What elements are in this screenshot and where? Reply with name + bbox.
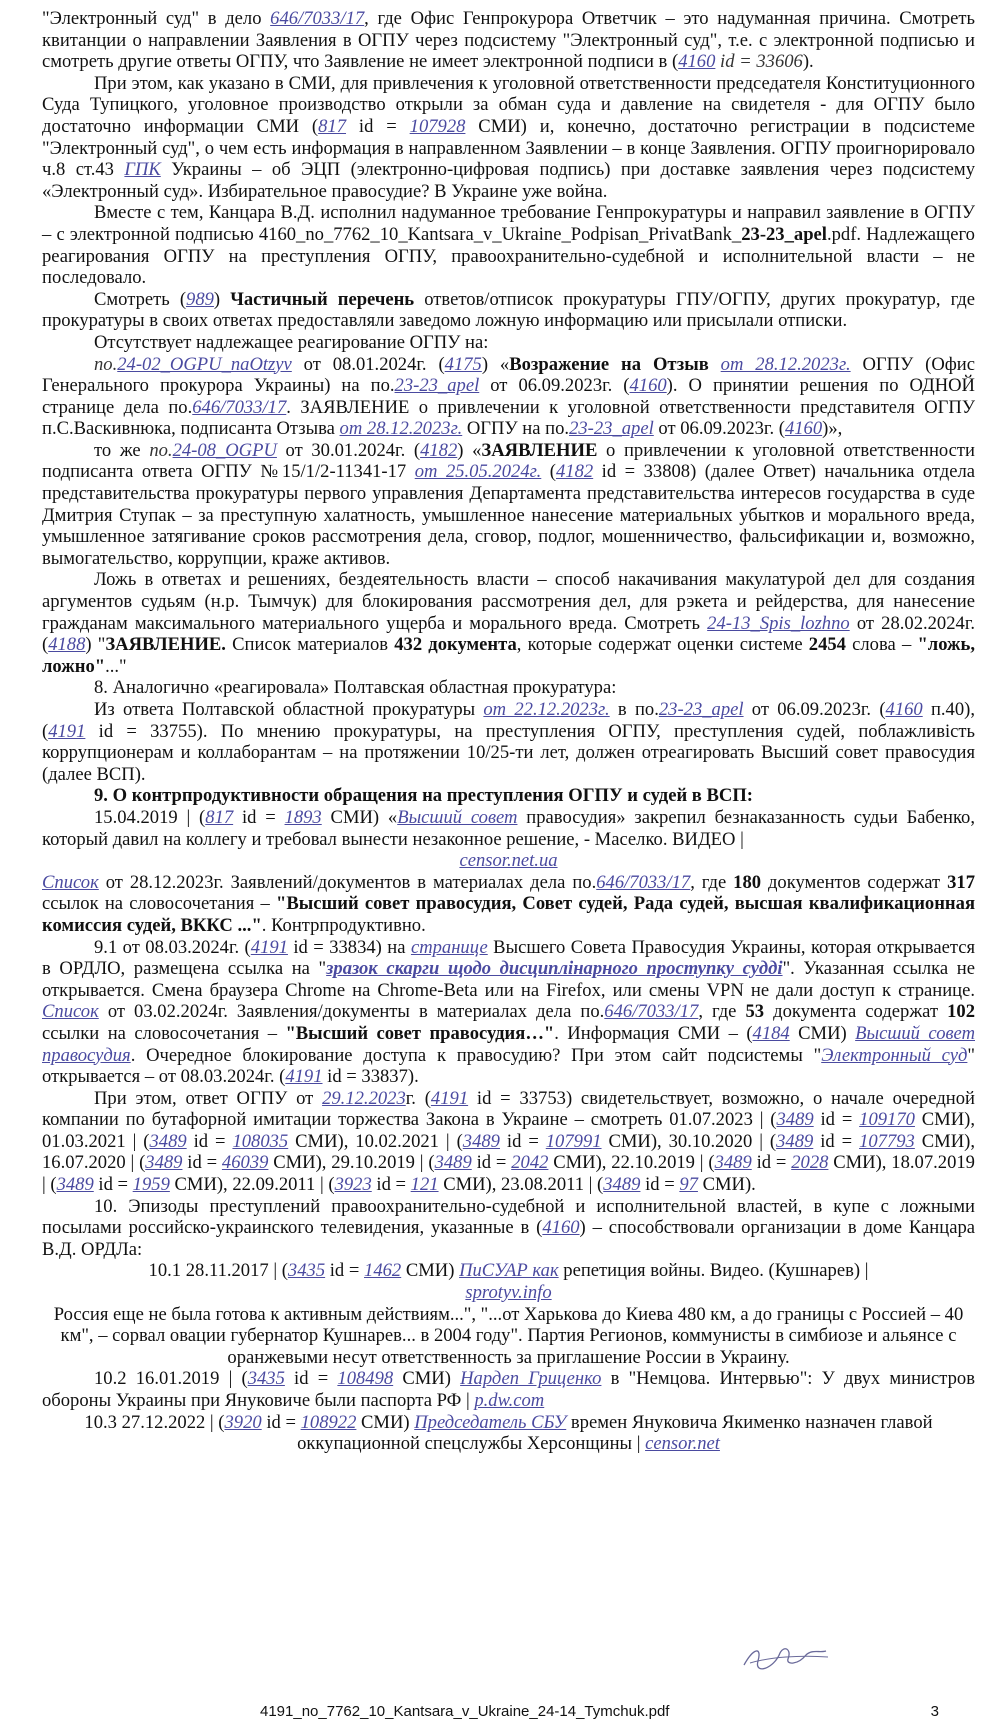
text-run: от 28.12.2023г. Заявлений/документов в материалах дела по. bbox=[98, 871, 597, 893]
text-run: по. bbox=[149, 439, 173, 461]
text-run: , где bbox=[698, 1001, 746, 1023]
document-link[interactable]: зразок скарги щодо дисциплінарного проступку судді bbox=[326, 958, 783, 980]
paragraph bbox=[42, 699, 975, 785]
text-run: id = bbox=[186, 1130, 233, 1152]
text-run: id = 33837). bbox=[322, 1066, 419, 1088]
document-link[interactable]: 3489 bbox=[149, 1130, 187, 1152]
document-link[interactable]: 646/7033/17 bbox=[604, 1001, 699, 1023]
document-link[interactable]: 646/7033/17 bbox=[596, 871, 691, 893]
text-run: При этом, ответ ОГПУ от bbox=[94, 1087, 323, 1109]
text-run: СМИ) bbox=[401, 1260, 460, 1282]
document-link[interactable]: censor.net bbox=[645, 1433, 720, 1455]
document-link[interactable]: 46039 bbox=[221, 1152, 269, 1174]
text-run: id = bbox=[471, 1152, 512, 1174]
document-link[interactable]: sprotyv.info bbox=[465, 1282, 552, 1304]
document-link[interactable]: 23-23_apel bbox=[569, 418, 654, 440]
text-run: . Очередное блокирование доступа к правосудию? При этом сайт подсистемы " bbox=[130, 1044, 822, 1066]
text-run: id = bbox=[325, 1260, 365, 1282]
document-link[interactable]: 24-13_Spis_lozhno bbox=[707, 612, 850, 634]
document-link[interactable]: 4175 bbox=[444, 353, 482, 375]
document-link[interactable]: Нардеп Гриценко bbox=[460, 1368, 602, 1390]
paragraph bbox=[42, 73, 975, 203]
document-link[interactable]: 4191 bbox=[250, 936, 288, 958]
text-run: СМИ), 16.07.2020 | ( bbox=[42, 1130, 975, 1174]
text-run: ..." bbox=[105, 655, 127, 677]
document-link[interactable]: ГПК bbox=[124, 159, 161, 181]
text-run: г. ( bbox=[405, 1087, 431, 1109]
document-link[interactable]: 4160 bbox=[542, 1217, 580, 1239]
paragraph bbox=[42, 8, 975, 73]
text-run: id = 33753) свидетельствует, возможно, о начале очередной компании по бутафорной имитации торжества Закона в Украине – смотреть 01.07.2023 | ( bbox=[42, 1087, 975, 1131]
document-link[interactable]: от 28.12.2023г. bbox=[720, 353, 851, 375]
text-run: в по. bbox=[609, 699, 659, 720]
text-run: СМИ), 22.10.2019 | ( bbox=[548, 1152, 715, 1174]
text-run: СМИ). bbox=[697, 1174, 756, 1196]
document-link[interactable]: 3920 bbox=[224, 1411, 262, 1433]
document-link[interactable]: ПиСУАР как bbox=[459, 1260, 559, 1282]
document-link[interactable]: 107928 bbox=[409, 115, 466, 137]
bold-text: "ложь, ложно" bbox=[42, 634, 975, 677]
text-run: id = bbox=[715, 51, 757, 73]
document-link[interactable]: 4160 bbox=[678, 51, 716, 73]
document-link[interactable]: 4160 bbox=[784, 418, 823, 440]
text-run: СМИ), 18.07.2019 | ( bbox=[42, 1152, 975, 1196]
document-link[interactable]: 817 bbox=[318, 115, 347, 137]
paragraph bbox=[42, 677, 975, 699]
text-run: id = 33834) на bbox=[287, 936, 411, 958]
text-run: id = bbox=[813, 1109, 860, 1131]
document-link[interactable]: странице bbox=[410, 936, 488, 958]
text-run: Высшего Совета Правосудия Украины, которая открывается в ОРДЛО, размещена ссылка на " bbox=[42, 936, 975, 980]
document-link[interactable]: 2028 bbox=[791, 1152, 829, 1174]
text-run: 10.1 28.11.2017 | ( bbox=[148, 1260, 288, 1282]
document-link[interactable]: 3489 bbox=[776, 1109, 814, 1131]
text-run: ). bbox=[802, 51, 814, 73]
bold-text: Частичный перечень bbox=[230, 288, 415, 310]
text-run: Украины – об ЭЦП (электронно-цифровая подпись) при доставке заявления через подсистему «Электронный суд». Избирательное правосудие? В Украине уже война. bbox=[42, 159, 975, 202]
bold-text: 9. О контрпродуктивности обращения на преступления ОГПУ и судей в ВСП: bbox=[94, 785, 753, 807]
paragraph bbox=[42, 807, 975, 850]
text-run: id = bbox=[346, 115, 410, 137]
text-run: СМИ), 30.10.2020 | ( bbox=[601, 1130, 777, 1152]
text-run: документа содержат bbox=[764, 1001, 948, 1023]
text-run: ОГПУ на по. bbox=[462, 418, 570, 440]
document-link[interactable]: 4191 bbox=[430, 1087, 469, 1109]
document-link[interactable]: 29.12.2023 bbox=[322, 1087, 406, 1109]
document-link[interactable]: 3435 bbox=[247, 1368, 285, 1390]
paragraph bbox=[42, 354, 975, 440]
document-link[interactable]: от 22.12.2023г. bbox=[483, 699, 610, 720]
text-run: id = bbox=[813, 1130, 860, 1152]
document-link[interactable]: Высший совет правосудия bbox=[42, 1022, 975, 1066]
text-run: id = bbox=[371, 1174, 411, 1196]
text-run: . Контрпродуктивно. bbox=[261, 914, 426, 936]
text-run: 33606 bbox=[756, 51, 803, 73]
document-link[interactable]: 3489 bbox=[776, 1130, 814, 1152]
paragraph bbox=[42, 785, 975, 807]
text-run: . Информация СМИ – ( bbox=[554, 1022, 753, 1044]
text-run: СМИ) и, конечно, достаточно регистрации в подсистеме "Электронный суд", о чем есть информация в направленном Заявлении – в конце Заявления. ОГПУ проигнорировало ч.8 ст.43 bbox=[42, 115, 975, 181]
text-run: от 30.01.2024г. ( bbox=[276, 439, 421, 461]
paragraph bbox=[42, 289, 975, 332]
page-number: 3 bbox=[930, 1703, 939, 1720]
text-run: "Электронный суд" в дело bbox=[42, 8, 271, 29]
bold-text: 2454 bbox=[808, 634, 846, 656]
document-link[interactable]: 1462 bbox=[364, 1260, 402, 1282]
paragraph bbox=[42, 1282, 975, 1304]
document-link[interactable]: 121 bbox=[410, 1174, 439, 1196]
document-link[interactable]: от 25.05.2024г. bbox=[414, 461, 542, 483]
document-link[interactable]: censor.net.ua bbox=[459, 850, 558, 872]
paragraph bbox=[42, 850, 975, 872]
text-run: документов содержат bbox=[761, 871, 948, 893]
document-link[interactable]: Список bbox=[42, 871, 99, 893]
document-link[interactable]: 24-08_OGPU bbox=[172, 439, 277, 461]
text-run: СМИ), 01.03.2021 | ( bbox=[42, 1109, 975, 1152]
text-run: ". Указанная ссылка не открывается. Смена браузера Chrome на Chrome-Beta или на Firefox, или смены VPN не дали доступ к странице. bbox=[42, 958, 975, 1001]
text-run: репетиция войны. Видео. (Кушнарев) | bbox=[558, 1260, 869, 1282]
text-run: Ложь в ответах и решениях, бездеятельность власти – способ накачивания макулатурой дел для создания аргументов судьям (н.р. Тымчук) для блокирования рассмотрения дел, для рэкета и рейдерства, для нанесение гражданам максимального материального ущерба и морального вреда. Смотреть bbox=[42, 569, 975, 634]
text-run: id = bbox=[499, 1130, 546, 1152]
text-run: СМИ) bbox=[393, 1368, 461, 1390]
text-run: ) « bbox=[457, 439, 482, 461]
text-run: ) – способствовали организации в доме Канцара В.Д. ОРДЛа: bbox=[42, 1217, 976, 1260]
paragraph bbox=[42, 569, 975, 677]
text-run: времен Януковича Якименко назначен главой оккупационной спецслужбы Херсонщины | bbox=[297, 1411, 933, 1455]
text-run: , которые содержат оценки системе bbox=[516, 634, 809, 656]
text-run: СМИ) bbox=[356, 1411, 415, 1433]
text-run: id = bbox=[751, 1152, 792, 1174]
document-link[interactable]: Высший совет bbox=[397, 806, 518, 828]
text-run: Из ответа Полтавской областной прокуратуры bbox=[94, 699, 484, 720]
text-run: СМИ), 29.10.2019 | ( bbox=[268, 1152, 435, 1174]
text-run: ) bbox=[213, 288, 231, 310]
bold-text: 102 bbox=[947, 1001, 976, 1023]
text-run bbox=[709, 354, 721, 375]
bold-text: ЗАЯВЛЕНИЕ. bbox=[105, 634, 226, 656]
document-link[interactable]: 107793 bbox=[859, 1130, 915, 1152]
text-run: 9.1 от 08.03.2024г. ( bbox=[94, 936, 251, 958]
text-run: правосудия» закрепил безнаказанность судьи Бабенко, который давил на коллегу и требовал вынести незаконное решение, - Маселко. ВИДЕО | bbox=[42, 806, 975, 850]
text-run: Отсутствует надлежащее реагирование ОГПУ на: bbox=[94, 331, 489, 353]
document-link[interactable]: 3489 bbox=[603, 1174, 641, 1196]
text-run: id = bbox=[640, 1174, 680, 1196]
text-run: ). О принятии решения по ОДНОЙ странице дела по. bbox=[42, 375, 975, 418]
paragraph bbox=[42, 440, 975, 570]
footer-filename: 4191_no_7762_10_Kantsara_v_Ukraine_24-14_Tymchuk.pdf bbox=[260, 1703, 670, 1720]
bold-text: 432 документа bbox=[394, 634, 517, 656]
text-run: п.40), ( bbox=[42, 699, 975, 742]
document-link[interactable]: 4188 bbox=[48, 634, 86, 656]
text-run: от 28.02.2024г. ( bbox=[42, 612, 975, 656]
text-run: то же bbox=[94, 439, 150, 461]
document-link[interactable]: 817 bbox=[205, 806, 234, 828]
bold-text: 180 bbox=[733, 871, 762, 893]
bold-text: ЗАЯВЛЕНИЕ bbox=[481, 439, 598, 461]
bold-text: Возражение на Отзыв bbox=[509, 353, 709, 375]
paragraph bbox=[42, 332, 975, 354]
text-run: , где bbox=[690, 871, 734, 893]
paragraph bbox=[42, 1304, 975, 1369]
document-link[interactable]: 97 bbox=[679, 1174, 698, 1196]
document-link[interactable]: 3489 bbox=[56, 1174, 94, 1196]
paragraph bbox=[42, 872, 975, 937]
document-link[interactable]: 3489 bbox=[714, 1152, 752, 1174]
document-link[interactable]: Список bbox=[42, 1001, 99, 1023]
text-run: СМИ), 10.02.2021 | ( bbox=[288, 1130, 463, 1152]
document-link[interactable]: 646/7033/17 bbox=[270, 8, 365, 29]
document-link[interactable]: 4191 bbox=[285, 1066, 323, 1088]
text-run: 15.04.2019 | ( bbox=[94, 806, 206, 828]
document-link[interactable]: 1959 bbox=[132, 1174, 170, 1196]
text-run: СМИ) bbox=[789, 1022, 856, 1044]
text-run: 8. Аналогично «реагировала» Полтавская областная прокуратура: bbox=[94, 677, 617, 699]
text-run: id = 33755). По мнению прокуратуры, на преступления ОГПУ, преступления судей, поблажливість коррупционерам и коллаборантам – на протяжении 10/25-ти лет, должен отреагировать Высший совет правосудия (далее ВСП). bbox=[42, 720, 975, 785]
text-run: о привлечении к уголовной ответственности подписанта ответа ОГПУ №15/1/2-11341-17 bbox=[42, 439, 975, 483]
text-run: от 08.01.2024г. ( bbox=[291, 353, 445, 375]
handwritten-signature bbox=[740, 1643, 830, 1673]
paragraph bbox=[42, 202, 975, 288]
bold-text: 23-23_apel bbox=[741, 223, 827, 245]
document-link[interactable]: 3489 bbox=[145, 1152, 183, 1174]
paragraph bbox=[42, 1196, 975, 1261]
bold-text: 53 bbox=[745, 1001, 765, 1023]
paragraph bbox=[42, 1088, 975, 1196]
text-run: id = bbox=[182, 1152, 222, 1174]
text-run: Смотреть ( bbox=[94, 288, 187, 310]
text-run: ) « bbox=[481, 353, 510, 375]
text-run: id = bbox=[233, 806, 285, 828]
paragraph bbox=[42, 937, 975, 1088]
text-run: СМИ) « bbox=[321, 806, 398, 828]
text-run: Вместе с тем, Канцара В.Д. исполнил надуманное требование Генпрокуратуры и направил заявление в ОГПУ – с электронной подписью 4160_no_7762_10_Kantsara_v_Ukraine_Podpisan_PrivatBank_ bbox=[42, 202, 975, 245]
text-run: . ЗАЯВЛЕНИЕ о привлечении к уголовной ответственности представителя ОГПУ п.С.Васкивнюка, подписанта Отзыва bbox=[42, 396, 975, 440]
document-link[interactable]: 3489 bbox=[462, 1130, 500, 1152]
text-run: по. bbox=[94, 353, 118, 375]
bold-text: 317 bbox=[947, 871, 975, 893]
text-run: При этом, как указано в СМИ, для привлечения к уголовной ответственности председателя Конституционного Суда Тупицкого, уголовное производство открыли за обман суда и давление на свидетеля - для ОГПУ было достаточно информации СМИ ( bbox=[42, 72, 975, 137]
text-run: ) " bbox=[85, 634, 106, 656]
text-run: id = bbox=[261, 1411, 301, 1433]
document-link[interactable]: 4182 bbox=[555, 461, 594, 483]
document-link[interactable]: 109170 bbox=[859, 1109, 915, 1131]
text-run: от 06.09.2023г. ( bbox=[653, 418, 785, 440]
text-run: слова – bbox=[845, 634, 918, 656]
text-run: в "Немцова. Интервью": У двух министров обороны Украины при Януковиче были паспорта РФ | bbox=[42, 1368, 975, 1411]
paragraph bbox=[42, 1260, 975, 1282]
document-link[interactable]: 1893 bbox=[284, 806, 322, 828]
text-run: от 03.02.2024г. Заявления/документы в материалах дела по. bbox=[98, 1001, 605, 1023]
document-link[interactable]: 23-23_apel bbox=[394, 375, 480, 397]
document-link[interactable]: p.dw.com bbox=[474, 1390, 545, 1411]
text-run: ссылки на словосочетания – bbox=[42, 1022, 286, 1044]
text-run: id = bbox=[93, 1174, 133, 1196]
document-link[interactable]: Председатель СБУ bbox=[414, 1411, 567, 1433]
document-link[interactable]: 108922 bbox=[300, 1411, 357, 1433]
document-link[interactable]: 3489 bbox=[434, 1152, 472, 1174]
document-link[interactable]: 4184 bbox=[752, 1022, 790, 1044]
document-link[interactable]: 107991 bbox=[545, 1130, 602, 1152]
document-link[interactable]: 4182 bbox=[420, 439, 458, 461]
text-run: ОГПУ (Офис Генерального прокурора Украины) на по. bbox=[42, 353, 975, 397]
text-run: от 06.09.2023г. ( bbox=[479, 375, 630, 397]
text-run: " открывается – от 08.03.2024г. ( bbox=[42, 1044, 975, 1088]
document-link[interactable]: 989 bbox=[186, 288, 214, 310]
document-link[interactable]: 108498 bbox=[337, 1368, 394, 1390]
text-run: ссылок на словосочетания – bbox=[42, 893, 277, 915]
document-link[interactable]: 4160 bbox=[885, 699, 923, 720]
text-run: Россия еще не была готова к активным действиям...", "...от Харькова до Киева 480 км, а до границы с Россией – 40 км", – сорвал овации губернатор Кушнарев... в 2004 году". Партия Регионов, коммунисты в симбиозе и альянсе с оранжевыми несут ответственность за приглашение России в Украину. bbox=[53, 1303, 964, 1368]
text-run: Список материалов bbox=[225, 634, 395, 656]
text-run: , где Офис Генпрокурора Ответчик – это надуманная причина. Смотреть квитанции о направлении Заявления в ОГПУ через подсистему "Электронный суд", т.е. с электронной подписью и смотреть другие ответы ОГПУ, что Заявление не имеет электронной подписи в ( bbox=[42, 8, 975, 73]
document-link[interactable]: 3435 bbox=[287, 1260, 326, 1282]
text-run: id = bbox=[284, 1368, 338, 1390]
document-link[interactable]: от 28.12.2023г. bbox=[339, 418, 463, 440]
document-link[interactable]: 108035 bbox=[232, 1130, 289, 1152]
text-run: от 06.09.2023г. ( bbox=[743, 699, 886, 720]
paragraph bbox=[42, 1368, 975, 1411]
text-run: 10.3 27.12.2022 | ( bbox=[84, 1411, 225, 1433]
text-run: 10.2 16.01.2019 | ( bbox=[94, 1368, 248, 1390]
text-run: ответов/отписок прокуратуры ГПУ/ОГПУ, других прокуратур, где прокуратуры в своих ответах предоставляли заведомо ложную информацию или присылали отписки. bbox=[42, 288, 975, 332]
document-link[interactable]: 24-02_OGPU_naOtzyv bbox=[117, 353, 292, 375]
document-link[interactable]: 646/7033/17 bbox=[192, 396, 287, 418]
text-run: ( bbox=[541, 461, 556, 483]
document-body bbox=[42, 8, 975, 1455]
document-link[interactable]: 4191 bbox=[48, 720, 86, 742]
text-run: .pdf. Надлежащего реагирования ОГПУ на преступления ОГПУ, правоохранительно-судебной и исполнительной власти – не последовало. bbox=[42, 223, 975, 289]
text-run: )», bbox=[822, 418, 843, 440]
document-link[interactable]: 3923 bbox=[334, 1174, 372, 1196]
text-run: СМИ), 22.09.2011 | ( bbox=[169, 1174, 335, 1196]
document-link[interactable]: Электронный суд bbox=[821, 1044, 968, 1066]
bold-text: "Высший совет правосудия, Совет судей, Рада судей, высшая квалификационная комиссия судей, ВККС ..." bbox=[42, 893, 975, 936]
text-run: id = 33808) (далее Ответ) начальника отдела представительства прокуратуры первого управления Департамента представительства интересов государства в суде Дмитрия Ступак – за преступную халатность, умышленное нанесение материальных убытков и морального вреда, умышленное затягивание сроков рассмотрения дела, сговор, подлог, мошенничество, фальсификации и, возможно, вымогательство, коррупции, краже активов. bbox=[42, 461, 976, 569]
document-link[interactable]: 23-23_apel bbox=[658, 699, 744, 720]
text-run: СМИ), 23.08.2011 | ( bbox=[438, 1174, 604, 1196]
text-run: 10. Эпизоды преступлений правоохранительно-судебной и исполнительной властей, в купе с ложными посылами российско-украинского телевидения, указанные в ( bbox=[42, 1195, 975, 1239]
document-link[interactable]: 2042 bbox=[511, 1152, 549, 1174]
document-link[interactable]: 4160 bbox=[629, 375, 667, 397]
paragraph bbox=[42, 1412, 975, 1455]
bold-text: "Высший совет правосудия…" bbox=[285, 1022, 555, 1044]
